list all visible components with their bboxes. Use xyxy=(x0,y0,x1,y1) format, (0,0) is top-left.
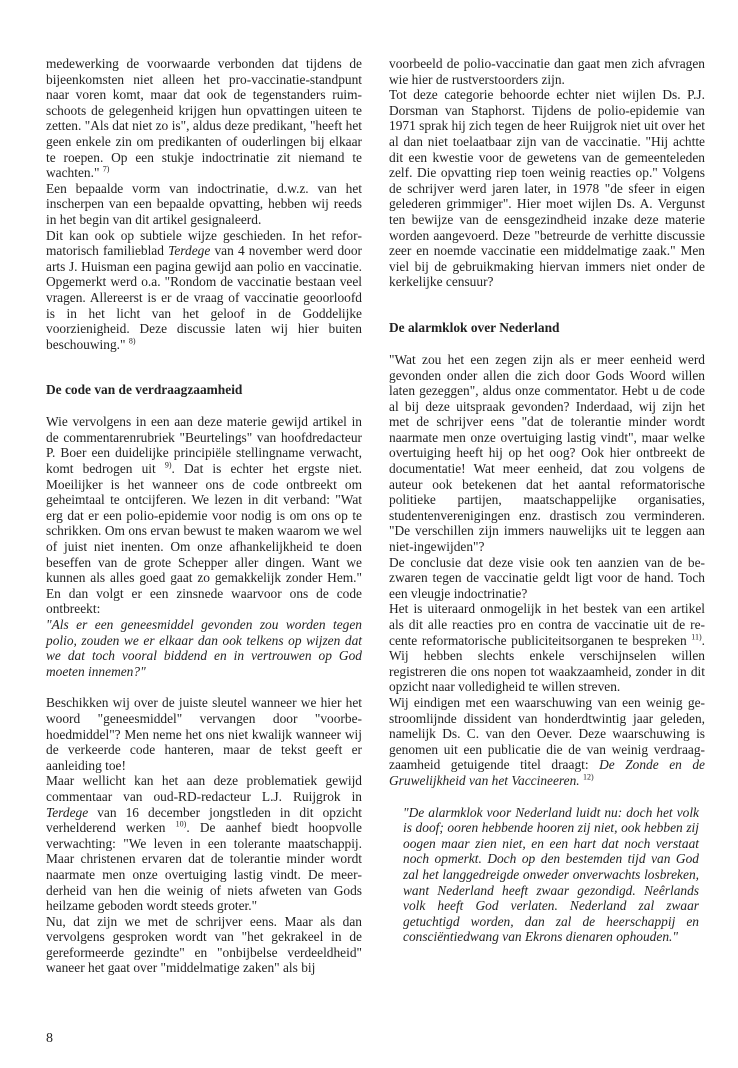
left-column xyxy=(46,56,362,976)
block-quote: "De alarmklok voor Nederland luidt nu: doch het volk is doof; ooren hebbende hooren zij niet, ook hebben zij oogen maar zien niet, en een hart dat noch verstaat noch opmerkt. Doch op den bestemden tijd van God zal het langgedreigde onweder onverwachts losbreken, want Nederland heeft zwaar gezondigd. Neêrlands volk heeft God verlaten. Nederland zal zwaar getuchtigd worden, dan zal de heerschappij en consciëntiedwang van Ekrons dienaren ophouden." xyxy=(403,804,699,945)
footnote-ref: 12) xyxy=(583,772,594,782)
paragraph: Het is uiteraard onmogelijk in het bestek van een artikel als dit alle reacties pro en contra de vaccinatie uit de recente reformatorische publiciteitsorganen te bespreken $^{11)}$. Wij hebben slechts enkele verschijnselen willen registreren die ons nopen tot waakzaamheid, zonder in dit opzicht naar volledigheid te willen streven. xyxy=(389,601,705,695)
footnote-ref: 8) xyxy=(128,336,136,346)
footnote-ref: 9) xyxy=(164,460,172,470)
paragraph: Nu, dat zijn we met de schrijver eens. Maar als dan vervolgens gesproken wordt van "het gekrakeel in de gereformeerde gezindte" en "onbijbelse verdeeldheid" waneer het gaat over "middelmatige zaken" als bij xyxy=(46,913,362,976)
publication-title: De Zonde en de Gruwelijkheid van het Vaccineeren. xyxy=(389,757,705,788)
block-quote: "Als er een geneesmiddel gevonden zou worden tegen polio, zouden we er elkaar dan ook telkens op wijzen dat we dat toch vooral biddend en in vertrouwen op God moeten innemen?" xyxy=(46,617,362,679)
footnote-ref: 10) xyxy=(175,819,187,829)
paragraph: Dit kan ook op subtiele wijze geschieden. In het reformatorisch familieblad Terdege van 4 november werd door arts J. Huisman een pagina gewijd aan polio en vaccinatie. Opgemerkt werd o.a. "Rondom de vaccinatie bestaan veel vragen. Allereerst is er de vraag of vaccinatie geoorloofd is in het licht van het geloof in de Goddelijke voorzienigheid. Deze discussie laten wij hier buiten beschouwing." $^{8)}$ xyxy=(46,227,363,352)
page-number: 8 xyxy=(46,1031,53,1046)
paragraph: "Wat zou het een zegen zijn als er meer eenheid werd gevonden onder allen die zich door Gods Woord willen laten gezeggen", aldus onze commentator. Hebt u de code al bij deze uitspraak gevonden? Inderdaad, wij zijn het met de schrijver eens "dat de tolerantie minder wordt naarmate men onze overtuiging lastig vindt", maar welke overtuiging heeft hij op het oog? Ook hier ontbreekt de documentatie! Wat meer eenheid, dat zou volgens de auteur ook betekenen dat het aantal reformatorische politieke partijen, maatschappelijke organisaties, studentenverenigingen enz. drastisch zou verminderen. "De verschillen zijn immers nauwelijks uit te leggen aan niet-ingewijden"? xyxy=(389,351,705,555)
publication-title: Terdege xyxy=(46,804,89,820)
paragraph: Beschikken wij over de juiste sleutel wanneer we hier het woord "geneesmiddel" vervangen door "voorbehoedmiddel"? Men neme het ons niet kwalijk wanneer wij de verkeerde code hanteren, maar de tekst geeft er aanleiding toe! xyxy=(46,695,362,773)
section-heading: De code van de verdraagzaamheid xyxy=(46,382,243,398)
right-column xyxy=(389,56,705,945)
paragraph: Maar wellicht kan het aan deze problematiek gewijd commentaar van oud-RD-redacteur L.J. Ruijgrok in Terdege van 16 december jongstleden in dit opzicht verhelderend werken $^{10)}$. De aanhef biedt hoopvolle verwachting: "We leven in een tolerante maatschappij. Maar christenen ervaren dat de tolerantie minder wordt naarmate men onze overtuiging lastig vindt. De meerderheid van hen die weinig of niets afweten van Gods heilzame geboden wordt steeds groter." xyxy=(46,773,362,914)
publication-title: Terdege xyxy=(168,243,211,259)
paragraph: medewerking de voorwaarde verbonden dat tijdens de bijeenkomsten niet alleen het pro-vaccinatie-standpunt naar voren komt, maar dat ook de tegenstanders ruimschoots de gelegenheid krijgen hun opvattingen uiteen te zetten. "Als dat niet zo is", aldus deze predikant, "heeft het geen enkele zin om predikanten of ouderlingen bij elkaar te roepen. Op een stukje indoctrinatie zit niemand te wachten." $^{7)}$ xyxy=(46,56,362,181)
section-heading: De alarmklok over Nederland xyxy=(389,319,560,335)
paragraph: Een bepaalde vorm van indoctrinatie, d.w.z. van het inscherpen van een bepaalde opvatting, hebben wij reeds in het begin van dit artikel gesignaleerd. xyxy=(46,180,362,227)
paragraph: voorbeeld de polio-vaccinatie dan gaat men zich afvragen wie hier de rustverstoorders zijn. xyxy=(389,56,705,87)
paragraph: Tot deze categorie behoorde echter niet wijlen Ds. P.J. Dorsman van Staphorst. Tijdens de polio-epidemie van 1971 sprak hij zich tegen de heer Ruijgrok niet uit over het al dan niet toelaatbaar zijn van de vaccinatie. "Hij achtte dit een kwestie voor de gewetens van de gemeenteleden zelf. Die opvatting riep toen weinig reacties op." Volgens de schrijver werd jaren later, in 1978 "de sfeer in eigen gelederen grimmiger". Hier moet wijlen Ds. A. Vergunst ten bewijze van de eensgezindheid inzake deze materie worden aangevoerd. Deze "betreurde de verhitte discussie zeer en noemde vaccinatie een middelmatige zaak." Men viel bij de gebruikmaking hiervan immers niet onder de kerkelijke censuur? xyxy=(389,87,705,290)
footnote-ref: 11) xyxy=(691,632,702,642)
paragraph: Wie vervolgens in een aan deze materie gewijd artikel in de commentarenrubriek "Beurtelings" van hoofdredacteur P. Boer een duidelijke principiële stellingname verwacht, komt bedrogen uit $^{9)}$. Dat is echter het ergste niet. Moeilijker is het wanneer ons de code ontbreekt om geheimtaal te ontcijferen. We lezen in dit verband: "Wat erg dat er een polio-epidemie voor nodig is om ons op te schrikken. Om ons ervan bewust te maken waarom we wel of juist niet inenten. Om onze afhankelijkheid te doen beseffen van de grote Schepper aller dingen. Want we kunnen als alles goed gaat zo gemakkelijk zonder Hem." En dan volgt er een zinsnede waarvoor ons de code ontbreekt: xyxy=(46,414,363,617)
paragraph: Wij eindigen met een waarschuwing van een weinig gestroomlijnde dissident van honderdtwintig jaar geleden, namelijk Ds. C. van den Oever. Deze waarschuwing is genomen uit een publicatie die de van weinig verdraagzaamheid getuigende titel draagt: De Zonde en de Gruwelijkheid van het Vaccineeren. $^{12)}$ xyxy=(389,694,705,788)
paragraph: De conclusie dat deze visie ook ten aanzien van de bezwaren tegen de vaccinatie geldt ligt voor de hand. Toch een vleugje indoctrinatie? xyxy=(389,554,705,601)
footnote-ref: 7) xyxy=(102,164,110,174)
